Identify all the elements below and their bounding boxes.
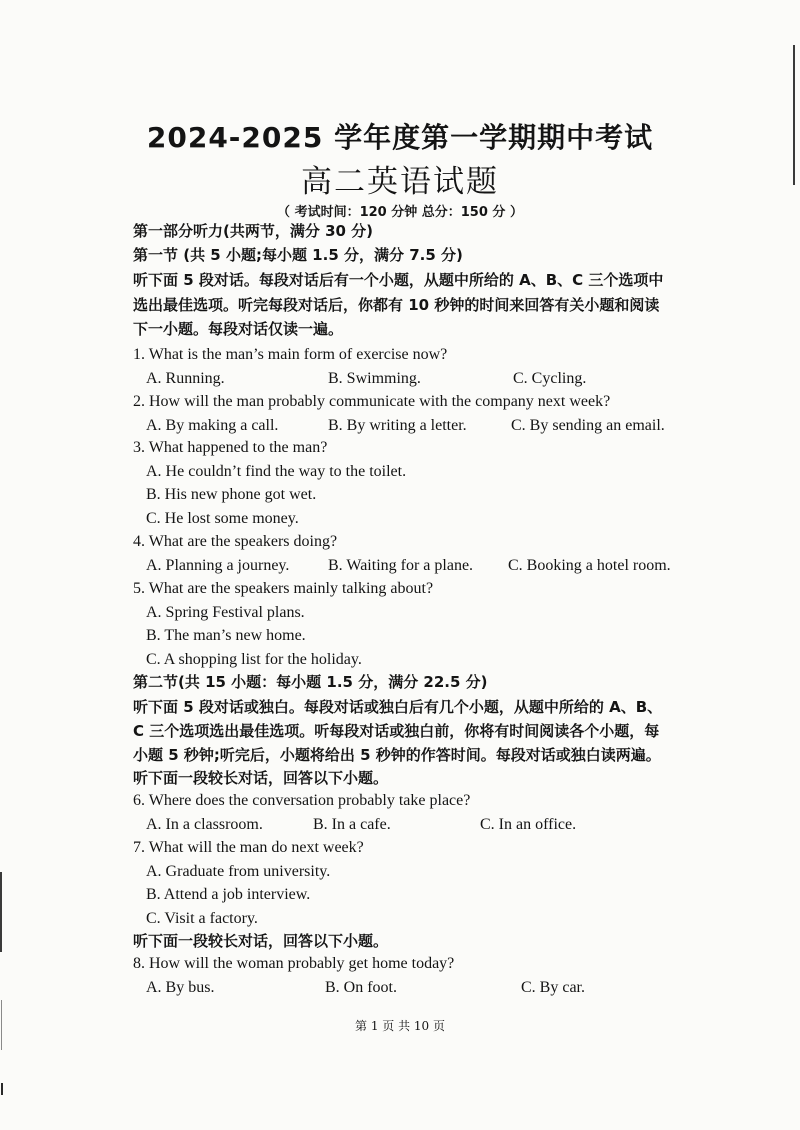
question-stem: 8. How will the woman probably get home today? xyxy=(133,955,455,972)
answer-option: C. Cycling. xyxy=(513,370,587,387)
section-instruction: 下一小题。每段对话仅读一遍。 xyxy=(133,320,344,338)
section-heading: 第一节 (共 5 小题;每小题 1.5 分，满分 7.5 分) xyxy=(133,246,463,264)
answer-option: B. Waiting for a plane. xyxy=(328,557,474,574)
exam-title: 2024-2025 学年度第一学期期中考试 xyxy=(146,121,654,154)
answer-option: B. In a cafe. xyxy=(313,816,391,833)
answer-option: A. Spring Festival plans. xyxy=(146,604,305,621)
scan-edge-mark xyxy=(0,872,2,952)
exam-subject: 高二英语试题 xyxy=(301,164,499,200)
answer-option: B. By writing a letter. xyxy=(328,417,467,434)
answer-option: B. His new phone got wet. xyxy=(146,486,317,503)
answer-option: B. On foot. xyxy=(325,979,397,996)
answer-option: A. Graduate from university. xyxy=(146,863,331,880)
section-instruction: 选出最佳选项。听完每段对话后，你都有 10 秒钟的时间来回答有关小题和阅读 xyxy=(133,296,660,314)
answer-option: B. Swimming. xyxy=(328,370,421,387)
answer-option: B. Attend a job interview. xyxy=(146,886,311,903)
question-stem: 7. What will the man do next week? xyxy=(133,839,364,856)
answer-option: C. By sending an email. xyxy=(511,417,665,434)
question-stem: 5. What are the speakers mainly talking about? xyxy=(133,580,434,597)
question-stem: 3. What happened to the man? xyxy=(133,439,328,456)
answer-option: A. By bus. xyxy=(146,979,215,996)
exam-time-score: （ 考试时间：120 分钟 总分：150 分 ） xyxy=(277,205,523,220)
section-instruction: 听下面 5 段对话。每段对话后有一个小题，从题中所给的 A、B、C 三个选项中 xyxy=(133,271,664,289)
answer-option: C. A shopping list for the holiday. xyxy=(146,651,362,668)
answer-option: B. The man’s new home. xyxy=(146,627,306,644)
part-heading: 第一部分听力(共两节，满分 30 分) xyxy=(133,222,374,240)
page-number: 第 1 页 共 10 页 xyxy=(355,1019,445,1033)
question-stem: 2. How will the man probably communicate with the company next week? xyxy=(133,393,611,410)
section-instruction: C 三个选项选出最佳选项。听每段对话或独白前，你将有时间阅读各个小题，每 xyxy=(133,722,660,740)
dialogue-note: 听下面一段较长对话，回答以下小题。 xyxy=(133,769,389,787)
answer-option: C. Booking a hotel room. xyxy=(508,557,671,574)
section-instruction: 小题 5 秒钟;听完后，小题将给出 5 秒钟的作答时间。每段对话或独白读两遍。 xyxy=(133,746,661,764)
answer-option: C. He lost some money. xyxy=(146,510,299,527)
answer-option: A. He couldn’t find the way to the toilet. xyxy=(146,463,407,480)
section-heading: 第二节(共 15 小题：每小题 1.5 分，满分 22.5 分) xyxy=(133,673,488,691)
scan-edge-mark xyxy=(1,1083,3,1095)
answer-option: C. By car. xyxy=(521,979,585,996)
answer-option: A. By making a call. xyxy=(146,417,279,434)
answer-option: C. Visit a factory. xyxy=(146,910,258,927)
dialogue-note: 听下面一段较长对话，回答以下小题。 xyxy=(133,932,389,950)
question-stem: 4. What are the speakers doing? xyxy=(133,533,338,550)
question-stem: 6. Where does the conversation probably take place? xyxy=(133,792,471,809)
section-instruction: 听下面 5 段对话或独白。每段对话或独白后有几个小题，从题中所给的 A、B、 xyxy=(133,698,663,716)
answer-option: A. Running. xyxy=(146,370,225,387)
answer-option: A. Planning a journey. xyxy=(146,557,290,574)
question-stem: 1. What is the man’s main form of exercise now? xyxy=(133,346,448,363)
answer-option: A. In a classroom. xyxy=(146,816,263,833)
answer-option: C. In an office. xyxy=(480,816,577,833)
